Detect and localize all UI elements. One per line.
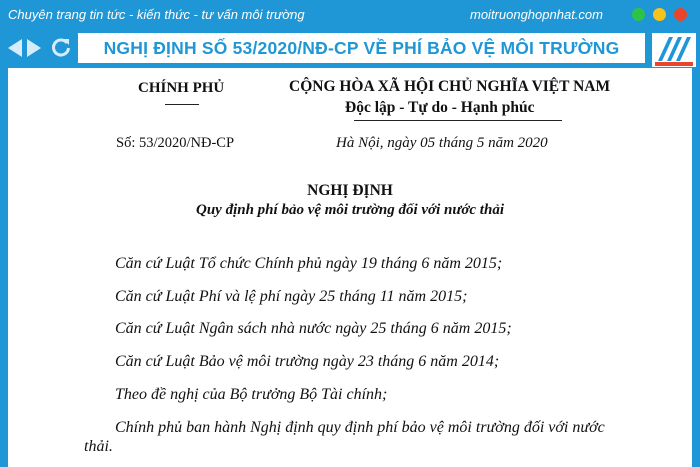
hop-nhat-logo-icon (652, 33, 696, 67)
document-subject: Quy định phí bảo vệ môi trường đối với nước thải (196, 202, 504, 218)
republic-heading: CỘNG HÒA XÃ HỘI CHỦ NGHĨA VIỆT NAM (289, 78, 611, 95)
green-dot-icon[interactable] (632, 8, 645, 21)
motto-divider (354, 120, 562, 121)
page-title: NGHỊ ĐỊNH SỐ 53/2020/NĐ-CP VỀ PHÍ BẢO VỆ MÔI TRƯỜNG (103, 38, 620, 58)
forward-arrow-icon[interactable] (27, 39, 41, 57)
document-type: NGHỊ ĐỊNH (307, 182, 393, 199)
agency-divider (165, 104, 199, 105)
enactment-clause: Chính phủ ban hành Nghị định quy định phí bảo vệ môi trường đối với nước thải. (84, 419, 605, 455)
document-number: Số: 53/2020/NĐ-CP (116, 135, 235, 151)
top-bar (0, 0, 700, 30)
place-date: Hà Nội, ngày 05 tháng 5 năm 2020 (336, 135, 548, 151)
national-motto: Độc lập - Tự do - Hạnh phúc (345, 99, 535, 116)
legal-basis-line: Căn cứ Luật Phí và lệ phí ngày 25 tháng 11 năm 2015; (115, 288, 468, 305)
address-bar[interactable] (78, 33, 645, 63)
site-tagline: Chuyên trang tin tức - kiến thức - tư vấn môi trường (8, 7, 305, 22)
issuing-agency: CHÍNH PHỦ (138, 80, 225, 96)
legal-basis-line: Căn cứ Luật Bảo vệ môi trường ngày 23 tháng 6 năm 2014; (115, 353, 500, 370)
site-url[interactable]: moitruonghopnhat.com (470, 7, 603, 22)
back-arrow-icon[interactable] (8, 39, 22, 57)
legal-basis-line: Căn cứ Luật Tổ chức Chính phủ ngày 19 tháng 6 năm 2015; (115, 255, 503, 272)
legal-basis-line: Căn cứ Luật Ngân sách nhà nước ngày 25 tháng 6 năm 2015; (115, 320, 512, 337)
reload-icon[interactable] (50, 36, 72, 58)
yellow-dot-icon[interactable] (653, 8, 666, 21)
legal-basis-line: Theo đề nghị của Bộ trưởng Bộ Tài chính; (115, 386, 388, 403)
red-dot-icon[interactable] (674, 8, 687, 21)
document-page (8, 68, 692, 467)
